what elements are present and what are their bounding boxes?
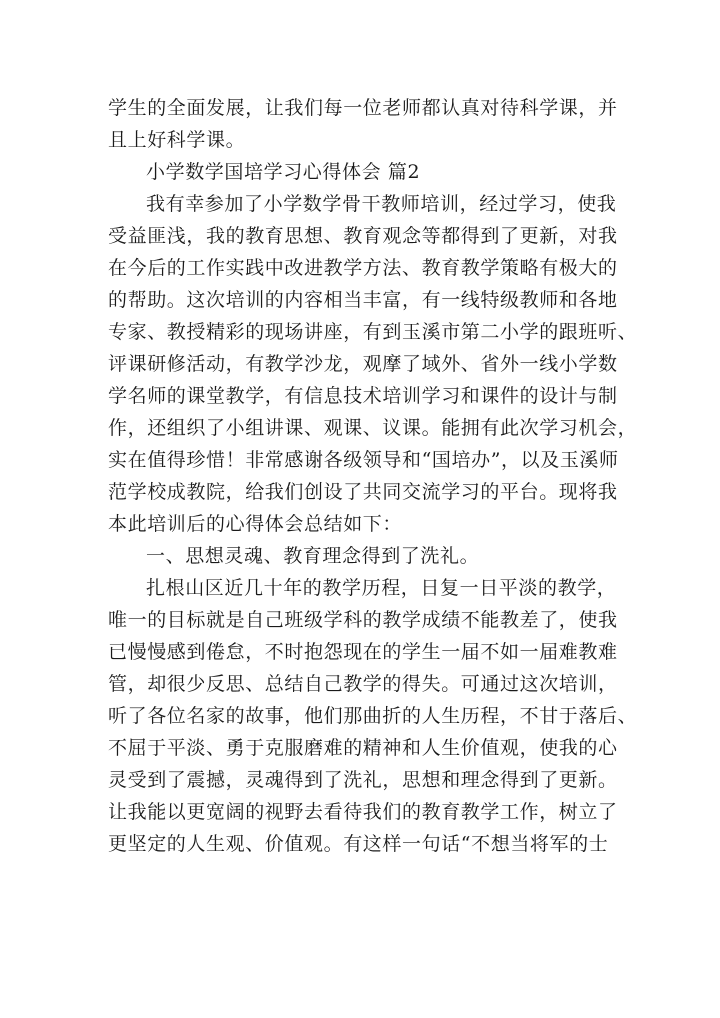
text-line: 不屈于平淡、勇于克服磨难的精神和人生价值观，使我的心 xyxy=(108,737,618,759)
text-line: 听了各位名家的故事，他们那曲折的人生历程，不甘于落后、 xyxy=(108,705,638,727)
text-line: 学生的全面发展，让我们每一位老师都认真对待科学课，并 xyxy=(108,97,618,119)
text-line: 让我能以更宽阔的视野去看待我们的教育教学工作，树立了 xyxy=(108,801,618,823)
text-line: 更坚定的人生观、价值观。有这样一句话“不想当将军的士 xyxy=(108,833,609,855)
text-line: 唯一的目标就是自己班级学科的教学成绩不能教差了，使我 xyxy=(108,609,618,631)
text-line: 评课研修活动，有教学沙龙，观摩了域外、省外一线小学数 xyxy=(108,353,618,375)
text-line: 在今后的工作实践中改进教学方法、教育教学策略有极大的 xyxy=(108,257,618,279)
text-line: 受益匪浅，我的教育思想、教育观念等都得到了更新，对我 xyxy=(108,225,618,247)
text-line: 作，还组织了小组讲课、观课、议课。能拥有此次学习机会， xyxy=(108,417,638,439)
text-line: 学名师的课堂教学，有信息技术培训学习和课件的设计与制 xyxy=(108,385,618,407)
text-line: 灵受到了震撼，灵魂得到了洗礼，思想和理念得到了更新。 xyxy=(108,769,618,791)
text-line: 专家、教授精彩的现场讲座，有到玉溪市第二小学的跟班听、 xyxy=(108,321,638,343)
text-line: 的帮助。这次培训的内容相当丰富，有一线特级教师和各地 xyxy=(108,289,618,311)
paragraph-start: 我有幸参加了小学数学骨干教师培训，经过学习，使我 xyxy=(146,193,617,215)
section-title: 小学数学国培学习心得体会 篇2 xyxy=(146,161,421,183)
paragraph-start: 扎根山区近几十年的教学历程，日复一日平淡的教学， xyxy=(146,577,617,599)
text-line: 管，却很少反思、总结自己教学的得失。可通过这次培训， xyxy=(108,673,618,695)
text-line: 且上好科学课。 xyxy=(108,129,246,151)
text-line: 本此培训后的心得体会总结如下： xyxy=(108,513,403,535)
document-body xyxy=(108,92,638,860)
section-heading: 一、思想灵魂、教育理念得到了洗礼。 xyxy=(146,545,480,567)
text-line: 范学校成教院，给我们创设了共同交流学习的平台。现将我 xyxy=(108,481,618,503)
text-line: 已慢慢感到倦怠，不时抱怨现在的学生一届不如一届难教难 xyxy=(108,641,618,663)
text-line: 实在值得珍惜！非常感谢各级领导和“国培办”，以及玉溪师 xyxy=(108,449,619,471)
